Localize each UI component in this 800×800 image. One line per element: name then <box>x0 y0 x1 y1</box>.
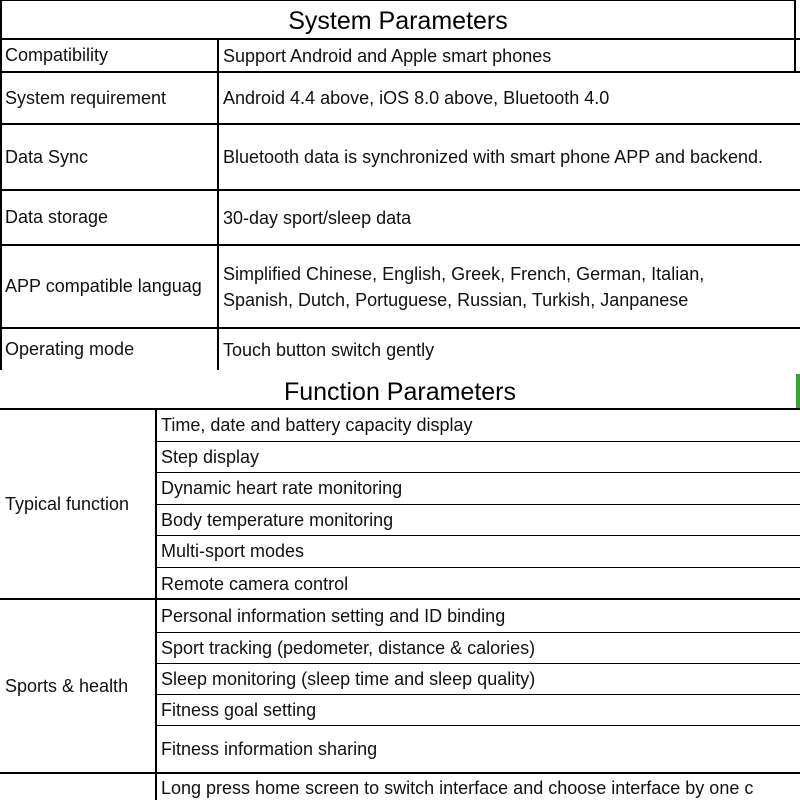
table-row-data-storage <box>0 189 800 244</box>
row-value <box>219 73 800 123</box>
row-value <box>219 329 800 370</box>
list-item: Time, date and battery capacity display <box>157 410 800 442</box>
function-group-interface <box>0 774 800 800</box>
row-value-text: Touch button switch gently <box>223 339 435 360</box>
row-value <box>219 40 796 71</box>
list-item: Personal information setting and ID binding <box>157 600 800 633</box>
table-row-operating-mode <box>0 327 800 370</box>
list-item: Fitness information sharing <box>161 738 378 759</box>
list-item: Sport tracking (pedometer, distance & calories) <box>157 633 800 664</box>
table-row-system-requirement <box>0 71 800 123</box>
list-item: Fitness goal setting <box>157 695 800 726</box>
row-label: System requirement <box>0 73 219 123</box>
function-parameters-table <box>0 372 800 800</box>
table-row-data-sync <box>0 123 800 189</box>
row-label: Data Sync <box>0 125 219 189</box>
row-label: APP compatible languag <box>0 246 219 327</box>
row-label: Operating mode <box>0 329 219 370</box>
list-item: Sleep monitoring (sleep time and sleep quality) <box>157 664 800 695</box>
system-parameters-title: System Parameters <box>0 0 796 38</box>
row-label: Data storage <box>0 191 219 244</box>
table-row-compatibility <box>0 38 800 71</box>
list-item: Long press home screen to switch interface and choose interface by one c <box>157 774 800 800</box>
row-value-text: Support Android and Apple smart phones <box>223 45 552 66</box>
list-item: Body temperature monitoring <box>157 505 800 536</box>
group-label: Sports & health <box>0 600 157 772</box>
list-item: Dynamic heart rate monitoring <box>157 473 800 505</box>
list-item: Step display <box>157 442 800 473</box>
green-edge-mark <box>796 374 800 410</box>
row-value-text: 30-day sport/sleep data <box>223 207 412 228</box>
row-value <box>219 191 800 244</box>
row-value-text: Android 4.4 above, iOS 8.0 above, Bluetooth 4.0 <box>223 88 610 108</box>
function-group-sports-health <box>0 600 800 774</box>
group-label <box>0 774 157 800</box>
group-items <box>157 600 800 772</box>
function-group-typical <box>0 410 800 600</box>
function-parameters-title: Function Parameters <box>283 378 517 406</box>
row-value-text: Bluetooth data is synchronized with smart phone APP and backend. <box>223 147 764 167</box>
group-items <box>157 774 800 800</box>
table-row-app-languages <box>0 244 800 327</box>
row-value <box>219 125 800 189</box>
row-value-text: Simplified Chinese, English, Greek, French, German, Italian, Spanish, Dutch, Portuguese, Russian, Turkish, Janpanese <box>223 263 705 310</box>
group-items <box>157 410 800 598</box>
list-item: Remote camera control <box>161 573 349 594</box>
group-label: Typical function <box>0 410 157 598</box>
function-grid <box>0 408 800 800</box>
system-parameters-table <box>0 0 800 370</box>
list-item: Multi-sport modes <box>157 536 800 568</box>
row-label: Compatibility <box>0 40 219 71</box>
row-value <box>219 246 800 327</box>
